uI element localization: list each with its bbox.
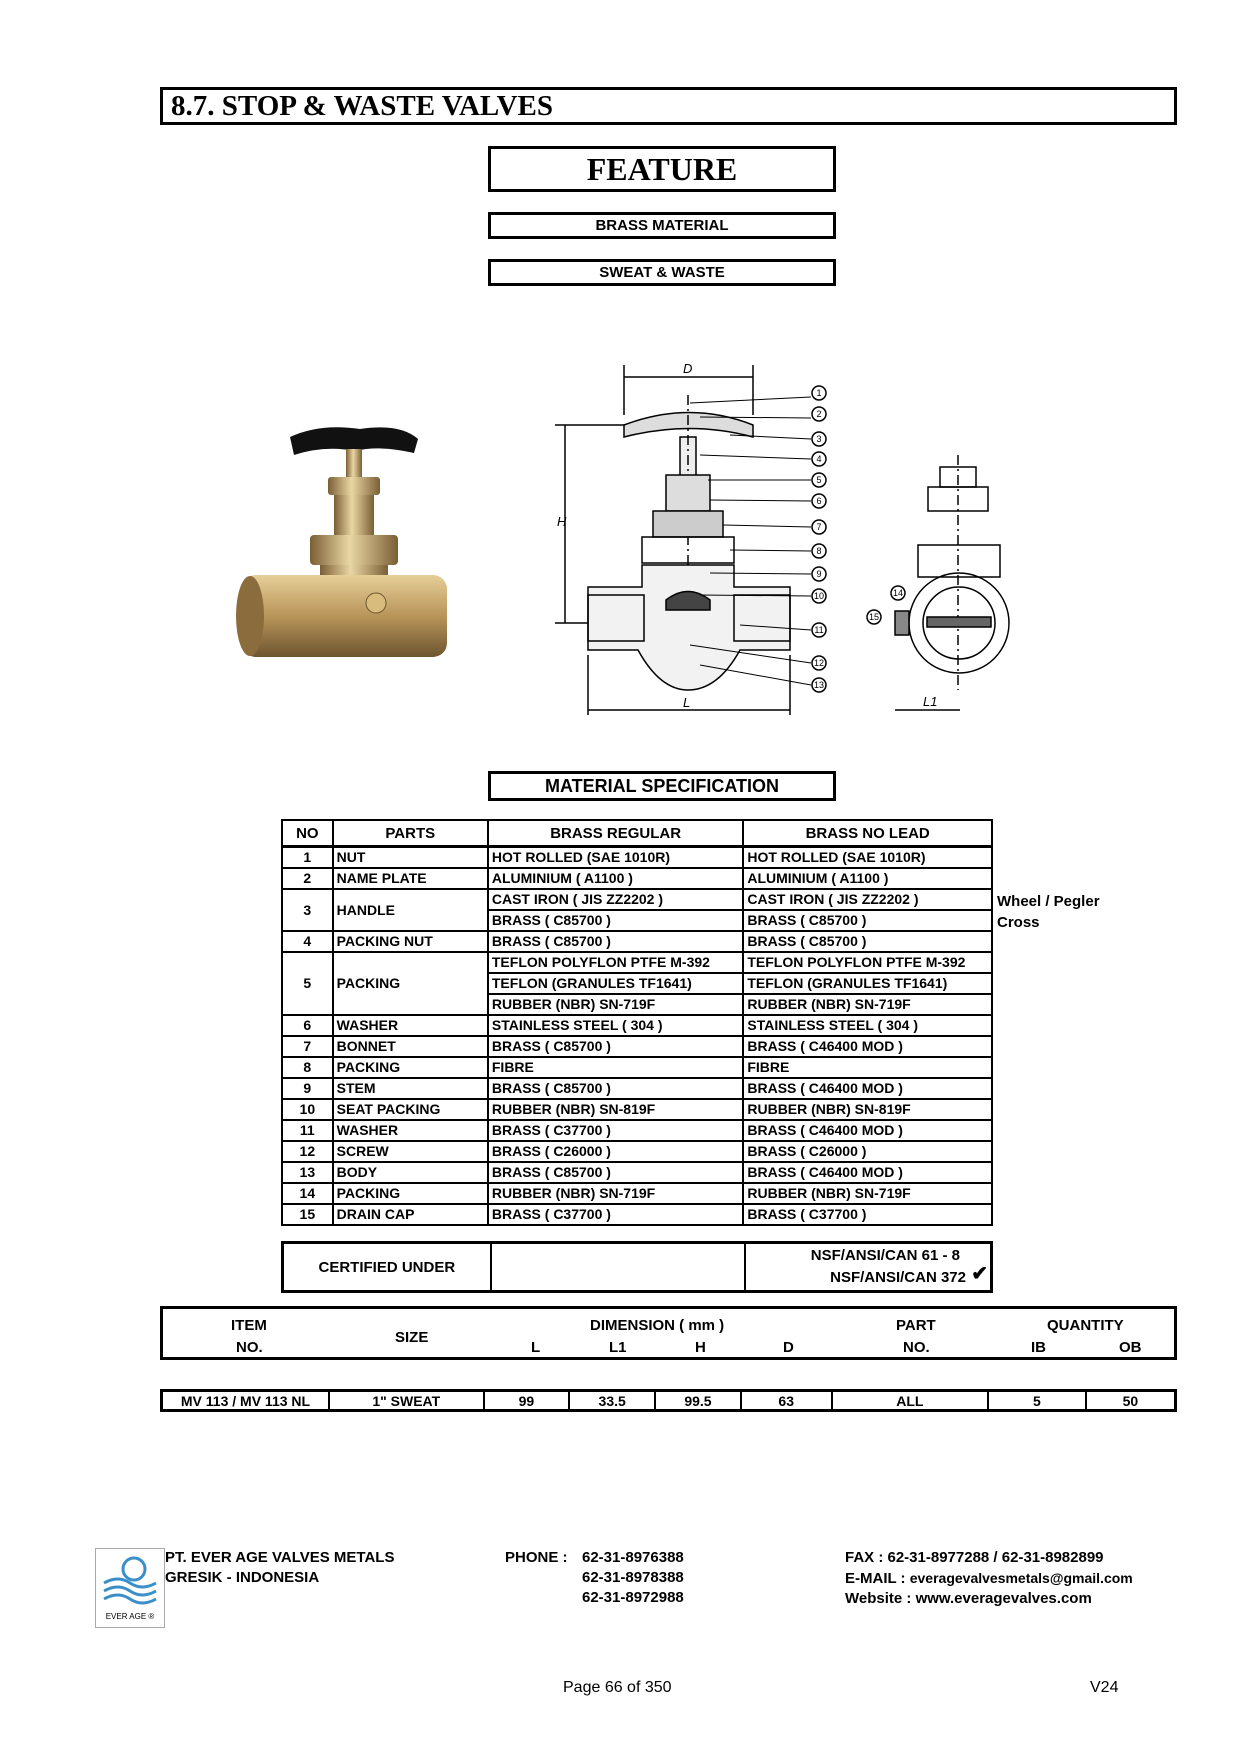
table-row [282,1015,992,1036]
part-number: 2 [282,868,333,889]
callout-5: 5 [816,475,822,485]
material-no-lead: BRASS ( C26000 ) [743,1141,992,1162]
callout-8: 8 [816,546,822,556]
callout-2: 2 [816,409,822,419]
material-regular: BRASS ( C85700 ) [488,931,743,952]
part-number: 3 [282,889,333,931]
handle-note: Wheel / Pegler Cross [997,893,1100,931]
hdr-size: SIZE [395,1329,429,1346]
col-brass-regular: BRASS REGULAR [488,820,743,847]
hdr-quantity: QUANTITY [1047,1317,1124,1334]
company-logo: EVER AGE ® [95,1548,165,1628]
hdr-dimension: DIMENSION ( mm ) [590,1317,725,1334]
col-parts: PARTS [333,820,488,847]
part-name: WASHER [333,1015,488,1036]
part-number: 9 [282,1078,333,1099]
part-number: 13 [282,1162,333,1183]
part-name: SCREW [333,1141,488,1162]
material-regular: RUBBER (NBR) SN-719F [488,994,743,1015]
material-no-lead: BRASS ( C46400 MOD ) [743,1036,992,1057]
feature-brass-material: BRASS MATERIAL [488,212,836,239]
table-row [282,1141,992,1162]
table-row [282,1057,992,1078]
table-row [282,1036,992,1057]
hdr-ib: IB [1031,1339,1046,1356]
material-regular: CAST IRON ( JIS ZZ2202 ) [488,889,743,910]
wave-logo-icon [96,1549,164,1607]
hdr-part: PART [896,1317,936,1334]
part-name: PACKING [333,1183,488,1204]
company-block: PT. EVER AGE VALVES METALS GRESIK - INDONESIA [165,1549,395,1586]
hdr-l1: L1 [609,1339,627,1356]
part-name: NAME PLATE [333,868,488,889]
col-no: NO [282,820,333,847]
website-link[interactable]: Website : www.everagevalves.com [845,1590,1092,1607]
hdr-item: ITEM [231,1317,267,1334]
part-number: 10 [282,1099,333,1120]
hdr-h: H [695,1339,706,1356]
callout-6: 6 [816,496,822,506]
material-no-lead: TEFLON POLYFLON PTFE M-392 [743,952,992,973]
table-row [282,1120,992,1141]
dim-label-l1: L1 [923,694,938,709]
part-name: NUT [333,847,488,869]
table-row [282,889,992,910]
material-no-lead: RUBBER (NBR) SN-719F [743,994,992,1015]
material-regular: BRASS ( C37700 ) [488,1120,743,1141]
section-title: 8.7. STOP & WASTE VALVES [160,87,1177,125]
dim-label-d: D [683,361,693,376]
callout-1: 1 [816,388,822,398]
material-regular: BRASS ( C37700 ) [488,1204,743,1225]
part-number: 12 [282,1141,333,1162]
part-name: SEAT PACKING [333,1099,488,1120]
material-regular: BRASS ( C26000 ) [488,1141,743,1162]
material-regular: TEFLON POLYFLON PTFE M-392 [488,952,743,973]
material-regular: HOT ROLLED (SAE 1010R) [488,847,743,869]
hdr-item-no: NO. [236,1339,263,1356]
material-no-lead: BRASS ( C46400 MOD ) [743,1078,992,1099]
material-regular: RUBBER (NBR) SN-819F [488,1099,743,1120]
check-icon: ✔ [971,1263,988,1285]
table-row [282,1162,992,1183]
material-no-lead: BRASS ( C46400 MOD ) [743,1162,992,1183]
dimensions-table [160,1389,1177,1412]
table-row: MV 113 / MV 113 NL 1" SWEAT 99 33.5 99.5 63 ALL 5 50 [162,1391,1176,1411]
material-regular: BRASS ( C85700 ) [488,1078,743,1099]
part-number: 14 [282,1183,333,1204]
material-spec-title: MATERIAL SPECIFICATION [488,771,836,801]
part-number: 6 [282,1015,333,1036]
material-no-lead: BRASS ( C85700 ) [743,931,992,952]
table-row [282,1099,992,1120]
callout-15: 15 [868,612,880,622]
part-name: BODY [333,1162,488,1183]
table-row [282,931,992,952]
material-table [281,819,993,1226]
part-number: 7 [282,1036,333,1057]
dim-label-h: H [557,514,567,529]
certification-blank [491,1243,745,1292]
part-number: 4 [282,931,333,952]
material-no-lead: CAST IRON ( JIS ZZ2202 ) [743,889,992,910]
table-row [282,1078,992,1099]
material-regular: STAINLESS STEEL ( 304 ) [488,1015,743,1036]
material-no-lead: ALUMINIUM ( A1100 ) [743,868,992,889]
valve-photo [230,415,480,675]
material-no-lead: FIBRE [743,1057,992,1078]
hdr-l: L [531,1339,541,1356]
callout-14: 14 [892,588,904,598]
part-number: 11 [282,1120,333,1141]
callout-10: 10 [813,591,825,601]
col-brass-no-lead: BRASS NO LEAD [743,820,992,847]
part-name: DRAIN CAP [333,1204,488,1225]
material-no-lead: HOT ROLLED (SAE 1010R) [743,847,992,869]
callout-4: 4 [816,454,822,464]
callout-9: 9 [816,569,822,579]
valve-diagram [540,355,1050,720]
table-row [282,868,992,889]
hdr-d: D [783,1339,794,1356]
material-no-lead: BRASS ( C46400 MOD ) [743,1120,992,1141]
part-number: 5 [282,952,333,1015]
part-number: 8 [282,1057,333,1078]
callout-3: 3 [816,434,822,444]
material-regular: BRASS ( C85700 ) [488,1162,743,1183]
table-row [282,1183,992,1204]
part-name: WASHER [333,1120,488,1141]
callout-11: 11 [814,625,824,635]
material-regular: TEFLON (GRANULES TF1641) [488,973,743,994]
material-regular: BRASS ( C85700 ) [488,1036,743,1057]
material-regular: FIBRE [488,1057,743,1078]
callout-12: 12 [813,658,825,668]
material-no-lead: BRASS ( C85700 ) [743,910,992,931]
dim-label-l: L [683,695,691,710]
page-number: Page 66 of 350 [563,1679,672,1696]
material-regular: BRASS ( C85700 ) [488,910,743,931]
material-no-lead: RUBBER (NBR) SN-819F [743,1099,992,1120]
material-no-lead: STAINLESS STEEL ( 304 ) [743,1015,992,1036]
phone-label: PHONE : [505,1549,568,1566]
feature-title: FEATURE [488,146,836,192]
email-link[interactable]: everagevalvesmetals@gmail.com [909,1570,1133,1586]
dimensions-header [160,1306,1177,1360]
phone-list: 62-31-8976388 62-31-8978388 62-31-8972988 [582,1549,684,1606]
material-no-lead: TEFLON (GRANULES TF1641) [743,973,992,994]
material-no-lead: RUBBER (NBR) SN-719F [743,1183,992,1204]
feature-sweat-waste: SWEAT & WASTE [488,259,836,286]
callout-7: 7 [816,522,822,532]
part-number: 1 [282,847,333,869]
table-row [282,1204,992,1225]
material-regular: ALUMINIUM ( A1100 ) [488,868,743,889]
table-row [282,847,992,869]
material-regular: RUBBER (NBR) SN-719F [488,1183,743,1204]
certified-under-label: CERTIFIED UNDER [283,1243,491,1292]
hdr-part-no: NO. [903,1339,930,1356]
version: V24 [1090,1679,1119,1696]
callout-13: 13 [813,680,825,690]
part-name: PACKING NUT [333,931,488,952]
part-name: PACKING [333,952,488,1015]
table-row [282,952,992,973]
contact-block: FAX : 62-31-8977288 / 62-31-8982899 E-MAIL : everagevalvesmetals@gmail.com Website : www.everagevalves.com [845,1549,1133,1607]
certification-table [281,1241,993,1293]
part-name: STEM [333,1078,488,1099]
part-number: 15 [282,1204,333,1225]
part-name: HANDLE [333,889,488,931]
certification-standards: NSF/ANSI/CAN 61 - 8 NSF/ANSI/CAN 372 ✔ [745,1243,991,1292]
hdr-ob: OB [1119,1339,1142,1356]
part-name: BONNET [333,1036,488,1057]
part-name: PACKING [333,1057,488,1078]
material-no-lead: BRASS ( C37700 ) [743,1204,992,1225]
